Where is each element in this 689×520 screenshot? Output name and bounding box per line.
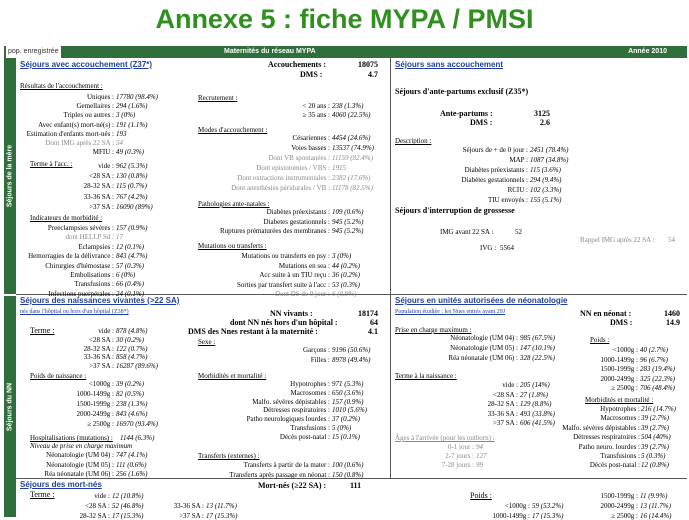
sa-mut-label: Mutations en sea : bbox=[278, 261, 330, 270]
neo-poids-head: Poids : bbox=[590, 336, 610, 344]
neo-poids-value: 96 (6.7%) bbox=[640, 355, 668, 364]
mn-terme-value: 17 (15.3%) bbox=[112, 512, 144, 520]
ssa-ivg-val: 5564 bbox=[500, 244, 514, 252]
nv-morb-label: Transfusions : bbox=[290, 424, 330, 432]
nv-hosp-head: Hospitalisations (mutations) : bbox=[30, 434, 113, 442]
neo-terme-label: >37 SA : bbox=[493, 419, 518, 428]
mn-terme-label: <28 SA : bbox=[85, 502, 110, 510]
nv-poids-label: ≥ 2500g : bbox=[87, 420, 114, 428]
nv-sexe-value: 9196 (50.6%) bbox=[332, 346, 371, 354]
nv-morb-value: 5 (0%) bbox=[332, 424, 352, 432]
nv-poids-value: 39 (0.2%) bbox=[116, 380, 144, 388]
sa-mode-value: 4454 (24.6%) bbox=[332, 134, 371, 142]
nv-hosp-label: Réa néonatale (UM 06) : bbox=[44, 470, 114, 478]
mn-poids-head: Poids : bbox=[470, 491, 493, 500]
sa-mut-value: 36 (0.2%) bbox=[332, 271, 360, 279]
nv-hosp-value: 256 (1.6%) bbox=[116, 470, 148, 478]
neo-morb-value: 39 (2.7%) bbox=[641, 442, 669, 451]
sa-res-label: Triples ou autres : bbox=[63, 111, 114, 120]
neo-poids-label: 1500-1999g : bbox=[600, 365, 638, 374]
sa-morb-label: Preeclampsies sévères : bbox=[47, 224, 114, 232]
nv-transf-value: 100 (0.6%) bbox=[332, 461, 364, 469]
ssa-desc-value: 102 (3.3%) bbox=[530, 186, 562, 194]
sa-recr-value: 238 (1.3%) bbox=[332, 102, 364, 110]
sa-morb-value: 17 bbox=[116, 233, 123, 242]
nv-terme-label: vide : bbox=[98, 327, 114, 335]
sa-res-head: Résultats de l'accouchement : bbox=[20, 82, 103, 90]
ssa-dms-val: 2.6 bbox=[540, 118, 550, 127]
sa-mode-label: Dont extractions instrumentales : bbox=[237, 174, 330, 182]
sa-morb-value: 843 (4.7%) bbox=[116, 252, 148, 261]
sa-morb-label: Infections puerpérales : bbox=[48, 289, 114, 298]
sa-terme-label: vide : bbox=[98, 162, 114, 170]
ssa-desc-value: 2451 (78.4%) bbox=[530, 146, 569, 154]
neo-poids-label: 1000-1499g : bbox=[600, 355, 638, 364]
nv-poids-value: 843 (4.6%) bbox=[116, 410, 148, 418]
sa-mode-value: 11178 (82.5%) bbox=[332, 184, 373, 192]
nv-hosp-label: Néonatologie (UM 04) : bbox=[46, 451, 114, 459]
sa-mut-label: Dont DS de 0 jour : bbox=[274, 290, 330, 298]
nv-morb-value: 15 (0.1%) bbox=[332, 432, 360, 441]
sa-mut-head: Mutations ou transferts : bbox=[198, 242, 267, 250]
nv-poids-head: Poids de naissance : bbox=[30, 372, 87, 380]
nv-morb-value: 37 (0.2%) bbox=[332, 415, 360, 424]
sa-title: Séjours avec accouchement (Z37*) bbox=[20, 60, 153, 69]
neo-terme-value: 27 (1.8%) bbox=[520, 390, 548, 399]
ssa-desc-value: 115 (3.6%) bbox=[530, 166, 561, 174]
nv-terme-label: <28 SA : bbox=[89, 335, 114, 344]
sa-mode-value: 1915 bbox=[332, 164, 346, 172]
ssa-desc-label: MAP : bbox=[509, 156, 528, 164]
ssa-img-val: 52 bbox=[515, 228, 522, 236]
neo-nn-label: NN en néonat : bbox=[580, 309, 632, 318]
side-bar-mere: Séjours de la mère bbox=[4, 58, 16, 294]
mn-poids-label: 1000-1499g : bbox=[492, 512, 530, 520]
neo-morb-label: Décès post-natal : bbox=[589, 461, 640, 470]
nv-transf-label: Transferts après passage en néonat : bbox=[229, 470, 330, 479]
mn-poids2-label: 1500-1999g : bbox=[600, 492, 638, 500]
sa-mut-value: 44 (0.2%) bbox=[332, 261, 360, 270]
neo-age-value: 99 bbox=[476, 460, 483, 469]
mn-poids2-label: 2000-2499g : bbox=[600, 502, 638, 510]
nv-transf-label: Transferts à partir de la mater : bbox=[243, 461, 330, 469]
sa-res-label: Dont IMG après 22 SA : bbox=[45, 139, 114, 147]
nv-terme-label: >37 SA : bbox=[89, 362, 114, 371]
nv-morb-label: Macrosomes : bbox=[290, 388, 330, 397]
neo-terme-label: vide : bbox=[502, 381, 518, 389]
sa-res-value: 3 (0%) bbox=[116, 111, 136, 120]
neo-terme-head: Terme à la naissance : bbox=[395, 372, 457, 380]
sa-mode-value: 13537 (74.9%) bbox=[332, 144, 374, 152]
neo-morb-label: Transfusions : bbox=[600, 452, 640, 460]
mn-terme-head: Terme : bbox=[30, 490, 55, 499]
sa-mode-label: Dont VB spontanées : bbox=[268, 154, 330, 162]
sa-morb-value: 66 (0.4%) bbox=[116, 280, 144, 289]
neo-poids-value: 283 (19.4%) bbox=[640, 365, 675, 374]
sa-terme-value: 962 (5.3%) bbox=[116, 162, 148, 170]
neo-morb-value: 39 (2.7%) bbox=[641, 423, 669, 432]
neo-morb-label: Détresses respiratoires : bbox=[573, 433, 640, 442]
sa-morb-label: Hemorragies de la délivrance : bbox=[28, 252, 114, 261]
nv-terme-value: 16287 (89.6%) bbox=[116, 362, 158, 371]
sa-mode-value: 11159 (82.4%) bbox=[332, 154, 373, 162]
neo-morb-label: Patho neuro. lourdes : bbox=[578, 442, 640, 451]
sa-patho-label: Diabetes gestationnels : bbox=[263, 217, 330, 226]
neo-terme-label: <28 SA : bbox=[493, 390, 518, 399]
mn-title: Séjours des mort-nés bbox=[20, 480, 102, 489]
neo-poids-label: 2000-2499g : bbox=[600, 374, 638, 383]
neo-pec-label: Réa néonatale (UM 06) : bbox=[448, 353, 518, 362]
sa-mut-label: Sorties par transfert suite à l'acc : bbox=[236, 280, 330, 289]
nv-morb-value: 971 (5.3%) bbox=[332, 380, 364, 388]
neo-pec-label: Néonatologie (UM 04) : bbox=[450, 334, 518, 342]
ssa-rappel-label: Rappel IMG après 22 SA : bbox=[580, 236, 655, 244]
nv-dms-val: 4.1 bbox=[368, 327, 378, 336]
nv-poids-label: <1000g : bbox=[88, 380, 114, 388]
sa-patho-head: Pathologies ante-natales : bbox=[198, 200, 270, 208]
nv-morb-label: Patho neurologiques lourdes : bbox=[246, 415, 330, 424]
nv-poids-value: 238 (1.3%) bbox=[116, 400, 148, 408]
nv-sexe-value: 8978 (49.4%) bbox=[332, 356, 371, 364]
neo-terme-value: 493 (33.8%) bbox=[520, 409, 555, 418]
mn-poids2-value: 16 (14.4%) bbox=[640, 512, 672, 520]
neo-morb-label: Hypotrophes : bbox=[600, 405, 640, 413]
mn-poids-label: <1000g : bbox=[504, 502, 530, 510]
ssa-desc-label: Diabètes préexistants : bbox=[464, 166, 528, 174]
nv-hosp-sub: Niveau de prise en charge maximum bbox=[30, 442, 133, 450]
nv-morb-value: 157 (0.9%) bbox=[332, 397, 364, 406]
mn-terme2-value: 17 (15.3%) bbox=[206, 512, 238, 520]
sa-mut-label: Mutations ou transferts en psy : bbox=[241, 252, 330, 260]
nv-poids-value: 82 (0.5%) bbox=[116, 390, 144, 398]
nv-morb-value: 650 (3.6%) bbox=[332, 388, 364, 397]
neo-pec-label: Néonatologie (UM 05) : bbox=[450, 343, 518, 352]
nv-transf-value: 150 (0.8%) bbox=[332, 470, 364, 479]
sa-res-value: 193 bbox=[116, 129, 127, 138]
sa-recr-value: 4060 (22.5%) bbox=[332, 111, 371, 119]
nv-sub: nés dans l'hôpital ou hors d'un hôpital (Z38*) bbox=[20, 309, 129, 315]
nv-dms-label: DMS des Nnes restant à la maternité : bbox=[188, 327, 318, 336]
neo-terme-value: 205 (14%) bbox=[520, 381, 550, 389]
sa-terme-value: 767 (4.2%) bbox=[116, 192, 148, 201]
nv-terme-label: 33-36 SA : bbox=[83, 353, 114, 362]
nv-poids-label: 2000-2499g : bbox=[76, 410, 114, 418]
sa-accouch-val: 18075 bbox=[358, 60, 378, 69]
neo-morb-value: 5 (0.3%) bbox=[641, 452, 666, 460]
nv-poids-label: 1000-1499g : bbox=[76, 390, 114, 398]
sa-patho-label: Diabètes préexistants : bbox=[266, 208, 330, 216]
mn-poids-value: 59 (53.2%) bbox=[532, 502, 564, 510]
mn-poids2-label: ≥ 2500g : bbox=[611, 512, 638, 520]
nv-nn-label: NN vivants : bbox=[270, 309, 313, 318]
neo-age-head: Âges à l'arrivée (pour les outborn) : bbox=[395, 434, 495, 442]
nv-hosp-label: Néonatologie (UM 05) : bbox=[46, 460, 114, 469]
ssa-desc-label: Diabètes gestationnels : bbox=[461, 176, 528, 184]
sa-mut-value: 6 (0.9%) bbox=[332, 290, 357, 298]
neo-poids-value: 40 (2.7%) bbox=[640, 346, 668, 354]
side-bar-nn: Séjours du NN bbox=[4, 296, 16, 517]
sa-morb-label: Embolisations : bbox=[70, 271, 114, 279]
mn-terme-value: 12 (10.8%) bbox=[112, 492, 144, 500]
neo-morb-label: Macrosomes : bbox=[600, 414, 640, 423]
page-title: Annexe 5 : fiche MYPA / PMSI bbox=[155, 4, 534, 34]
neo-age-value: 127 bbox=[476, 451, 487, 460]
sa-mode-value: 2382 (17.6%) bbox=[332, 174, 371, 182]
nv-poids-value: 16970 (93.4%) bbox=[116, 420, 158, 428]
ssa-img-label: IMG avant 22 SA : bbox=[440, 228, 494, 236]
ssa-ap-label: Ante-partums : bbox=[440, 109, 493, 118]
nv-terme-value: 878 (4.8%) bbox=[116, 327, 148, 335]
sa-res-label: Estimation d'enfants mort-nés : bbox=[26, 129, 114, 138]
sa-res-label: Uniques : bbox=[86, 93, 114, 101]
nv-hosp-value: 747 (4.1%) bbox=[116, 451, 148, 459]
mn-terme-label: vide : bbox=[94, 492, 110, 500]
neo-sub: Population étudiée : les Nnes entrés avant 29J bbox=[395, 309, 506, 315]
nv-poids-label: 1500-1999g : bbox=[76, 400, 114, 408]
network-label: Maternités du réseau MYPA bbox=[224, 48, 316, 55]
nv-hosp-val: 1144 (6.3%) bbox=[120, 434, 155, 442]
sa-dms-val: 4.7 bbox=[368, 70, 378, 79]
neo-pec-value: 985 (67.5%) bbox=[520, 334, 555, 342]
sa-res-label: MFIU : bbox=[92, 148, 114, 157]
sa-patho-value: 109 (0.6%) bbox=[332, 208, 364, 216]
sa-mode-label: Dont episiotomies / VBS : bbox=[256, 164, 330, 172]
ssa-desc-value: 155 (5.1%) bbox=[530, 196, 562, 204]
sa-morb-value: 57 (0.3%) bbox=[116, 261, 144, 270]
neo-pec-value: 147 (10.1%) bbox=[520, 343, 555, 352]
nv-transf-head: Transferts (externes) : bbox=[198, 452, 260, 460]
neo-nn-val: 1460 bbox=[664, 309, 680, 318]
nv-hosp-value: 111 (0.6%) bbox=[116, 460, 147, 469]
sa-mode-label: Dont anesthésies péridurales / VB : bbox=[231, 184, 330, 192]
neo-morb-value: 12 (0.8%) bbox=[641, 461, 669, 470]
mn-val: 111 bbox=[350, 481, 362, 490]
nv-terme-label: 28-32 SA : bbox=[83, 344, 114, 353]
nv-sexe-label: Filles : bbox=[310, 356, 330, 364]
nv-sexe-head: Sexe : bbox=[198, 338, 216, 346]
sa-morb-label: Eclampsies : bbox=[78, 242, 114, 251]
sa-recr-head: Recrutement : bbox=[198, 94, 238, 102]
neo-dms-val: 14.9 bbox=[666, 318, 680, 327]
sa-res-label: Gemellaires : bbox=[76, 102, 114, 111]
ssa-ap-val: 3125 bbox=[534, 109, 550, 118]
ssa-rappel-val: 54 bbox=[668, 236, 675, 244]
sa-res-value: 17780 (98.4%) bbox=[116, 93, 158, 101]
neo-morb-value: 39 (2.7%) bbox=[641, 414, 669, 423]
neo-morb-value: 216 (14.7%) bbox=[641, 405, 676, 413]
neo-title: Séjours en unités autorisées de néonatologie bbox=[395, 296, 568, 305]
sa-res-value: 191 (1.1%) bbox=[116, 120, 148, 129]
sa-mut-label: Acc suite à un TIU reçu : bbox=[259, 271, 330, 279]
header-bar bbox=[4, 46, 687, 58]
mn-poids-value: 17 (15.3%) bbox=[532, 512, 564, 520]
nv-terme-value: 858 (4.7%) bbox=[116, 353, 148, 362]
nv-morb-head: Morbidités et mortalité : bbox=[198, 372, 267, 380]
nv-morb-label: Détresses respiratoires : bbox=[263, 406, 330, 415]
sa-res-value: 49 (0.3%) bbox=[116, 148, 144, 157]
year-label: Année 2010 bbox=[628, 48, 667, 55]
neo-age-label: 7-28 jours : bbox=[441, 460, 474, 469]
ssa-ap-head: Séjours d'ante-partums exclusif (Z35*) bbox=[395, 87, 529, 96]
sa-terme-value: 130 (0.8%) bbox=[116, 172, 148, 181]
sa-mode-head: Modes d'accouchement : bbox=[198, 126, 268, 134]
sa-patho-value: 945 (5.2%) bbox=[332, 227, 364, 235]
neo-age-value: 94 bbox=[476, 443, 483, 451]
sa-terme-value: 115 (0.7%) bbox=[116, 182, 147, 191]
neo-terme-label: 33-36 SA : bbox=[487, 409, 518, 418]
ssa-desc-label: Séjours de + de 0 jour : bbox=[462, 146, 528, 154]
nv-hors-label: dont NN nés hors d'un hôpital : bbox=[230, 318, 338, 327]
neo-pec-value: 328 (22.5%) bbox=[520, 353, 555, 362]
mn-terme2-label: 33-36 SA : bbox=[173, 502, 204, 510]
ssa-desc-value: 294 (9.4%) bbox=[530, 176, 562, 184]
sa-terme-label: 28-32 SA : bbox=[83, 182, 114, 191]
sa-terme-label: <28 SA : bbox=[89, 172, 114, 181]
neo-poids-label: ≥ 2500g : bbox=[611, 384, 638, 393]
ssa-desc-head: Description : bbox=[395, 137, 432, 145]
sa-terme-value: 16090 (89%) bbox=[116, 202, 153, 211]
sa-morb-head: Indicateurs de morbidité : bbox=[30, 214, 103, 222]
nv-hors-val: 64 bbox=[370, 318, 378, 327]
sa-dms-label: DMS : bbox=[300, 70, 323, 79]
sa-morb-value: 12 (0.1%) bbox=[116, 242, 144, 251]
sa-morb-value: 157 (0.9%) bbox=[116, 224, 148, 232]
ssa-ig-head: Séjours d'interruption de grossesse bbox=[395, 206, 515, 215]
ssa-desc-value: 1087 (34.8%) bbox=[530, 156, 569, 164]
nv-title: Séjours des naissances vivantes (>22 SA) bbox=[20, 296, 180, 305]
neo-pec-head: Prise en charge maximum : bbox=[395, 326, 472, 334]
neo-terme-value: 606 (41.5%) bbox=[520, 419, 555, 428]
nv-morb-label: Malfo. sévères dépistables : bbox=[252, 397, 330, 406]
nv-nn-val: 18174 bbox=[358, 309, 378, 318]
nv-sexe-label: Garçons : bbox=[302, 346, 330, 354]
sa-patho-value: 945 (5.2%) bbox=[332, 217, 364, 226]
nv-morb-label: Décès post-natal : bbox=[279, 432, 330, 441]
sa-terme-label: 33-36 SA : bbox=[83, 192, 114, 201]
sa-morb-value: 6 (0%) bbox=[116, 271, 136, 279]
sa-patho-label: Ruptures prématurées des membranes : bbox=[219, 227, 330, 235]
neo-age-label: 0-1 jour : bbox=[447, 443, 474, 451]
neo-morb-head: Morbidités et mortalité : bbox=[585, 396, 654, 404]
sa-accouch-label: Accouchements : bbox=[268, 60, 326, 69]
sa-morb-label: dont HELLP Sd : bbox=[65, 233, 114, 242]
neo-morb-label: Malfo. sévères dépistables : bbox=[562, 423, 640, 432]
ssa-title: Séjours sans accouchement bbox=[395, 60, 504, 69]
sa-recr-label: ≥ 35 ans : bbox=[302, 111, 330, 119]
nv-morb-value: 1010 (5.6%) bbox=[332, 406, 367, 415]
neo-terme-label: 28-32 SA : bbox=[487, 400, 518, 409]
ssa-desc-label: TIU envoyés : bbox=[487, 196, 528, 204]
pop-label: pop. enregistrée bbox=[6, 46, 61, 58]
sa-res-value: 54 bbox=[116, 139, 123, 147]
nv-morb-label: Hypotrophes : bbox=[290, 380, 330, 388]
sa-terme-head: Terme à l'acc. : bbox=[30, 160, 73, 168]
mn-terme2-value: 13 (11.7%) bbox=[206, 502, 237, 510]
ssa-desc-label: RCIU : bbox=[507, 186, 528, 194]
sa-morb-label: Chirurgies d'hémostase : bbox=[45, 261, 114, 270]
neo-age-label: 2-7 jours : bbox=[445, 451, 474, 460]
neo-terme-value: 129 (8.8%) bbox=[520, 400, 552, 409]
neo-poids-label: <1000g : bbox=[612, 346, 638, 354]
neo-dms-label: DMS : bbox=[610, 318, 633, 327]
sa-res-value: 294 (1.6%) bbox=[116, 102, 148, 111]
nv-terme-value: 122 (0.7%) bbox=[116, 344, 148, 353]
ssa-ivg-label: IVG : bbox=[480, 244, 497, 252]
sa-recr-label: < 20 ans : bbox=[302, 102, 330, 110]
neo-morb-value: 504 (40%) bbox=[641, 433, 671, 442]
sa-morb-value: 24 (0.1%) bbox=[116, 289, 144, 298]
neo-poids-value: 706 (48.4%) bbox=[640, 384, 675, 393]
mn-terme-value: 52 (46.8%) bbox=[112, 502, 144, 510]
ssa-dms-label: DMS : bbox=[470, 118, 493, 127]
neo-poids-value: 325 (22.3%) bbox=[640, 374, 675, 383]
nv-terme-value: 30 (0.2%) bbox=[116, 335, 144, 344]
sa-morb-label: Transfusions : bbox=[74, 280, 114, 289]
sa-mut-value: 53 (0.3%) bbox=[332, 280, 360, 289]
sa-mode-label: Voies basses : bbox=[291, 144, 330, 152]
sa-terme-label: >37 SA : bbox=[89, 202, 114, 211]
mn-label: Mort-nés (≥22 SA) : bbox=[258, 481, 327, 490]
mn-terme2-label: >37 SA : bbox=[179, 512, 204, 520]
mn-poids2-value: 11 (9.9%) bbox=[640, 492, 668, 500]
sa-mode-label: Césariennes : bbox=[292, 134, 330, 142]
sa-mut-value: 3 (0%) bbox=[332, 252, 352, 260]
sa-res-label: Avec enfant(s) mort-né(s) : bbox=[38, 120, 114, 129]
nv-terme-head: Terme : bbox=[30, 326, 55, 335]
mn-terme-label: 28-32 SA : bbox=[79, 512, 110, 520]
mn-poids2-value: 13 (11.7%) bbox=[640, 502, 671, 510]
